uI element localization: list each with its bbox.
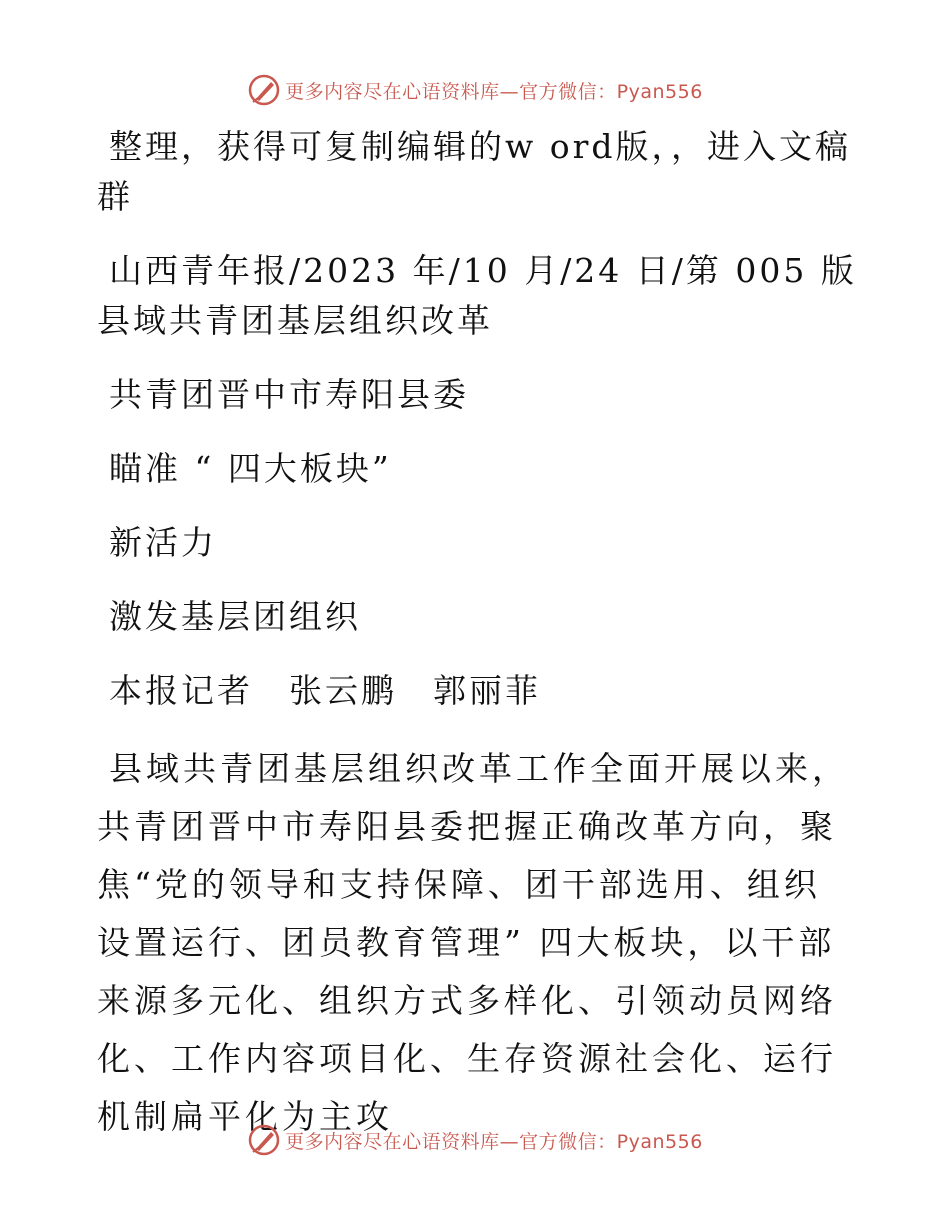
- paragraph-byline: 本报记者 张云鹏 郭丽菲: [109, 671, 541, 710]
- quill-pen-logo-icon: [247, 1123, 281, 1157]
- document-body: [97, 122, 857, 1170]
- footer-watermark: [0, 1120, 950, 1160]
- paragraph-org: 共青团晋中市寿阳县委: [109, 375, 469, 414]
- paragraph-headline-1: 瞄准 “ 四大板块”: [109, 449, 392, 488]
- watermark-text: 更多内容尽在心语资料库—官方微信：Pyan556: [285, 1130, 703, 1153]
- paragraph-source: 山西青年报/2023 年/10 月/24 日/第 005 版县域共青团基层组织改革: [97, 251, 857, 340]
- header-watermark: [0, 70, 950, 110]
- paragraph-intro: 整理，获得可复制编辑的w ord版，，进入文稿群: [97, 127, 852, 216]
- paragraph-headline-2: 新活力: [109, 523, 217, 562]
- watermark-text: 更多内容尽在心语资料库—官方微信：Pyan556: [285, 80, 703, 103]
- paragraph-article-body: 县域共青团基层组织改革工作全面开展以来，共青团晋中市寿阳县委把握正确改革方向，聚焦“党的领导和支持保障、团干部选用、组织设置运行、团员教育管理” 四大板块，以干部来源多元化、组织方式多样化、引领动员网络化、工作内容项目化、生存资源社会化、运行机制扁平化为主攻: [97, 749, 849, 1136]
- paragraph-headline-3: 激发基层团组织: [109, 597, 361, 636]
- quill-pen-logo-icon: [247, 73, 281, 107]
